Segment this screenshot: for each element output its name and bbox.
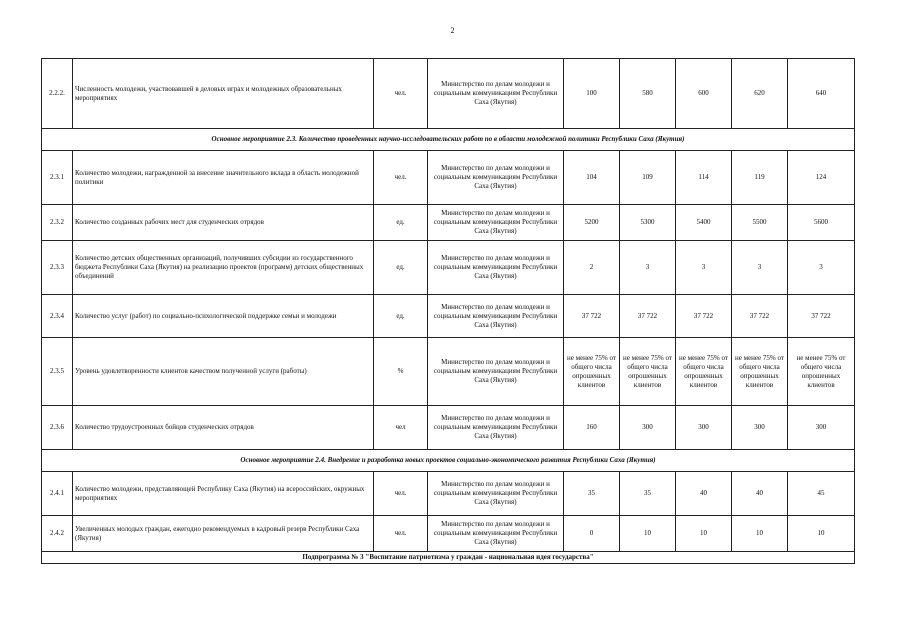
unit: ед.: [374, 241, 428, 295]
section-title: Основное мероприятие 2.3. Количество проведенных научно-исследовательских работ по в области молодежной политики Республики Саха (Якутия): [42, 129, 855, 151]
unit: чел.: [374, 59, 428, 129]
section-title: Основное мероприятие 2.4. Внедрение и разработка новых проектов социально-экономического развития Республики Саха (Якутия): [42, 450, 855, 472]
row-number: 2.3.4: [42, 295, 73, 338]
value-cell: 600: [676, 59, 732, 129]
section-row: [42, 129, 855, 151]
table-row: [42, 205, 855, 241]
indicator-name: Уровень удовлетворенности клиентов качеством полученной услуги (работы): [73, 338, 374, 406]
value-cell: 37 722: [564, 295, 620, 338]
table-row: [42, 151, 855, 205]
indicator-name: Количество услуг (работ) по социально-психологической поддержке семьи и молодежи: [73, 295, 374, 338]
value-cell: 40: [676, 472, 732, 516]
value-cell: 35: [620, 472, 676, 516]
subprogram-title: Подпрограмма № 3 "Воспитание патриотизма у граждан - национальная идея государства": [42, 552, 855, 564]
responsible-body: Министерство по делам молодежи и социальным коммуникациям Республики Саха (Якутия): [428, 151, 564, 205]
indicator-name: Численность молодежи, участвовавшей в деловых играх и молодежных образовательных мероприятиях: [73, 59, 374, 129]
value-cell: 124: [788, 151, 855, 205]
row-number: 2.4.2: [42, 516, 73, 552]
responsible-body: Министерство по делам молодежи и социальным коммуникациям Республики Саха (Якутия): [428, 472, 564, 516]
row-number: 2.3.6: [42, 406, 73, 450]
value-cell: 640: [788, 59, 855, 129]
value-cell: 0: [564, 516, 620, 552]
value-cell: 10: [732, 516, 788, 552]
table-row: [42, 406, 855, 450]
value-cell: не менее 75% от общего числа опрошенных клиентов: [788, 338, 855, 406]
value-cell: не менее 75% от общего числа опрошенных клиентов: [564, 338, 620, 406]
unit: чел: [374, 406, 428, 450]
value-cell: 5300: [620, 205, 676, 241]
value-cell: 119: [732, 151, 788, 205]
value-cell: 3: [676, 241, 732, 295]
indicators-table: [41, 58, 855, 564]
indicator-name: Количество созданных рабочих мест для студенческих отрядов: [73, 205, 374, 241]
row-number: 2.4.1: [42, 472, 73, 516]
value-cell: 300: [620, 406, 676, 450]
table-row: [42, 241, 855, 295]
responsible-body: Министерство по делам молодежи и социальным коммуникациям Республики Саха (Якутия): [428, 516, 564, 552]
row-number: 2.3.3: [42, 241, 73, 295]
responsible-body: Министерство по делам молодежи и социальным коммуникациям Республики Саха (Якутия): [428, 295, 564, 338]
unit: чел.: [374, 151, 428, 205]
table-row: [42, 338, 855, 406]
responsible-body: Министерство по делам молодежи и социальным коммуникациям Республики Саха (Якутия): [428, 59, 564, 129]
value-cell: 5600: [788, 205, 855, 241]
value-cell: 37 722: [676, 295, 732, 338]
table-row: [42, 295, 855, 338]
row-number: 2.2.2.: [42, 59, 73, 129]
unit: чел.: [374, 516, 428, 552]
value-cell: 3: [732, 241, 788, 295]
responsible-body: Министерство по делам молодежи и социальным коммуникациям Республики Саха (Якутия): [428, 241, 564, 295]
value-cell: 620: [732, 59, 788, 129]
table-row: [42, 516, 855, 552]
page-number: 2: [450, 26, 455, 35]
value-cell: 580: [620, 59, 676, 129]
indicator-name: Количество детских общественных организаций, получивших субсидии из государственного бюджета Республики Саха (Якутия) на реализацию проектов (программ) детских общественных объединений: [73, 241, 374, 295]
value-cell: не менее 75% от общего числа опрошенных клиентов: [732, 338, 788, 406]
value-cell: 2: [564, 241, 620, 295]
row-number: 2.3.5: [42, 338, 73, 406]
value-cell: 300: [732, 406, 788, 450]
value-cell: 10: [620, 516, 676, 552]
indicator-name: Количество молодежи, награжденной за внесение значительного вклада в область молодежной политики: [73, 151, 374, 205]
indicator-name: Количество молодежи, представляющей Республику Саха (Якутия) на всероссийских, окружных мероприятиях: [73, 472, 374, 516]
value-cell: 109: [620, 151, 676, 205]
unit: чел.: [374, 472, 428, 516]
value-cell: 104: [564, 151, 620, 205]
unit: %: [374, 338, 428, 406]
value-cell: 3: [620, 241, 676, 295]
unit: ед.: [374, 295, 428, 338]
value-cell: 300: [676, 406, 732, 450]
value-cell: 114: [676, 151, 732, 205]
table-row: [42, 472, 855, 516]
value-cell: 5400: [676, 205, 732, 241]
value-cell: 300: [788, 406, 855, 450]
value-cell: не менее 75% от общего числа опрошенных клиентов: [676, 338, 732, 406]
value-cell: 160: [564, 406, 620, 450]
value-cell: 5500: [732, 205, 788, 241]
row-number: 2.3.1: [42, 151, 73, 205]
responsible-body: Министерство по делам молодежи и социальным коммуникациям Республики Саха (Якутия): [428, 205, 564, 241]
value-cell: 5200: [564, 205, 620, 241]
value-cell: 37 722: [788, 295, 855, 338]
value-cell: 35: [564, 472, 620, 516]
table-row: [42, 59, 855, 129]
indicator-name: Увеличенных молодых граждан, ежегодно рекомендуемых в кадровый резерв Республики Саха (Якутия): [73, 516, 374, 552]
responsible-body: Министерство по делам молодежи и социальным коммуникациям Республики Саха (Якутия): [428, 406, 564, 450]
value-cell: 40: [732, 472, 788, 516]
value-cell: 45: [788, 472, 855, 516]
value-cell: 10: [788, 516, 855, 552]
value-cell: не менее 75% от общего числа опрошенных клиентов: [620, 338, 676, 406]
row-number: 2.3.2: [42, 205, 73, 241]
value-cell: 37 722: [620, 295, 676, 338]
value-cell: 3: [788, 241, 855, 295]
value-cell: 10: [676, 516, 732, 552]
responsible-body: Министерство по делам молодежи и социальным коммуникациям Республики Саха (Якутия): [428, 338, 564, 406]
subprogram-row: [42, 552, 855, 564]
value-cell: 37 722: [732, 295, 788, 338]
unit: ед.: [374, 205, 428, 241]
value-cell: 100: [564, 59, 620, 129]
section-row: [42, 450, 855, 472]
indicator-name: Количество трудоустроенных бойцов студенческих отрядов: [73, 406, 374, 450]
